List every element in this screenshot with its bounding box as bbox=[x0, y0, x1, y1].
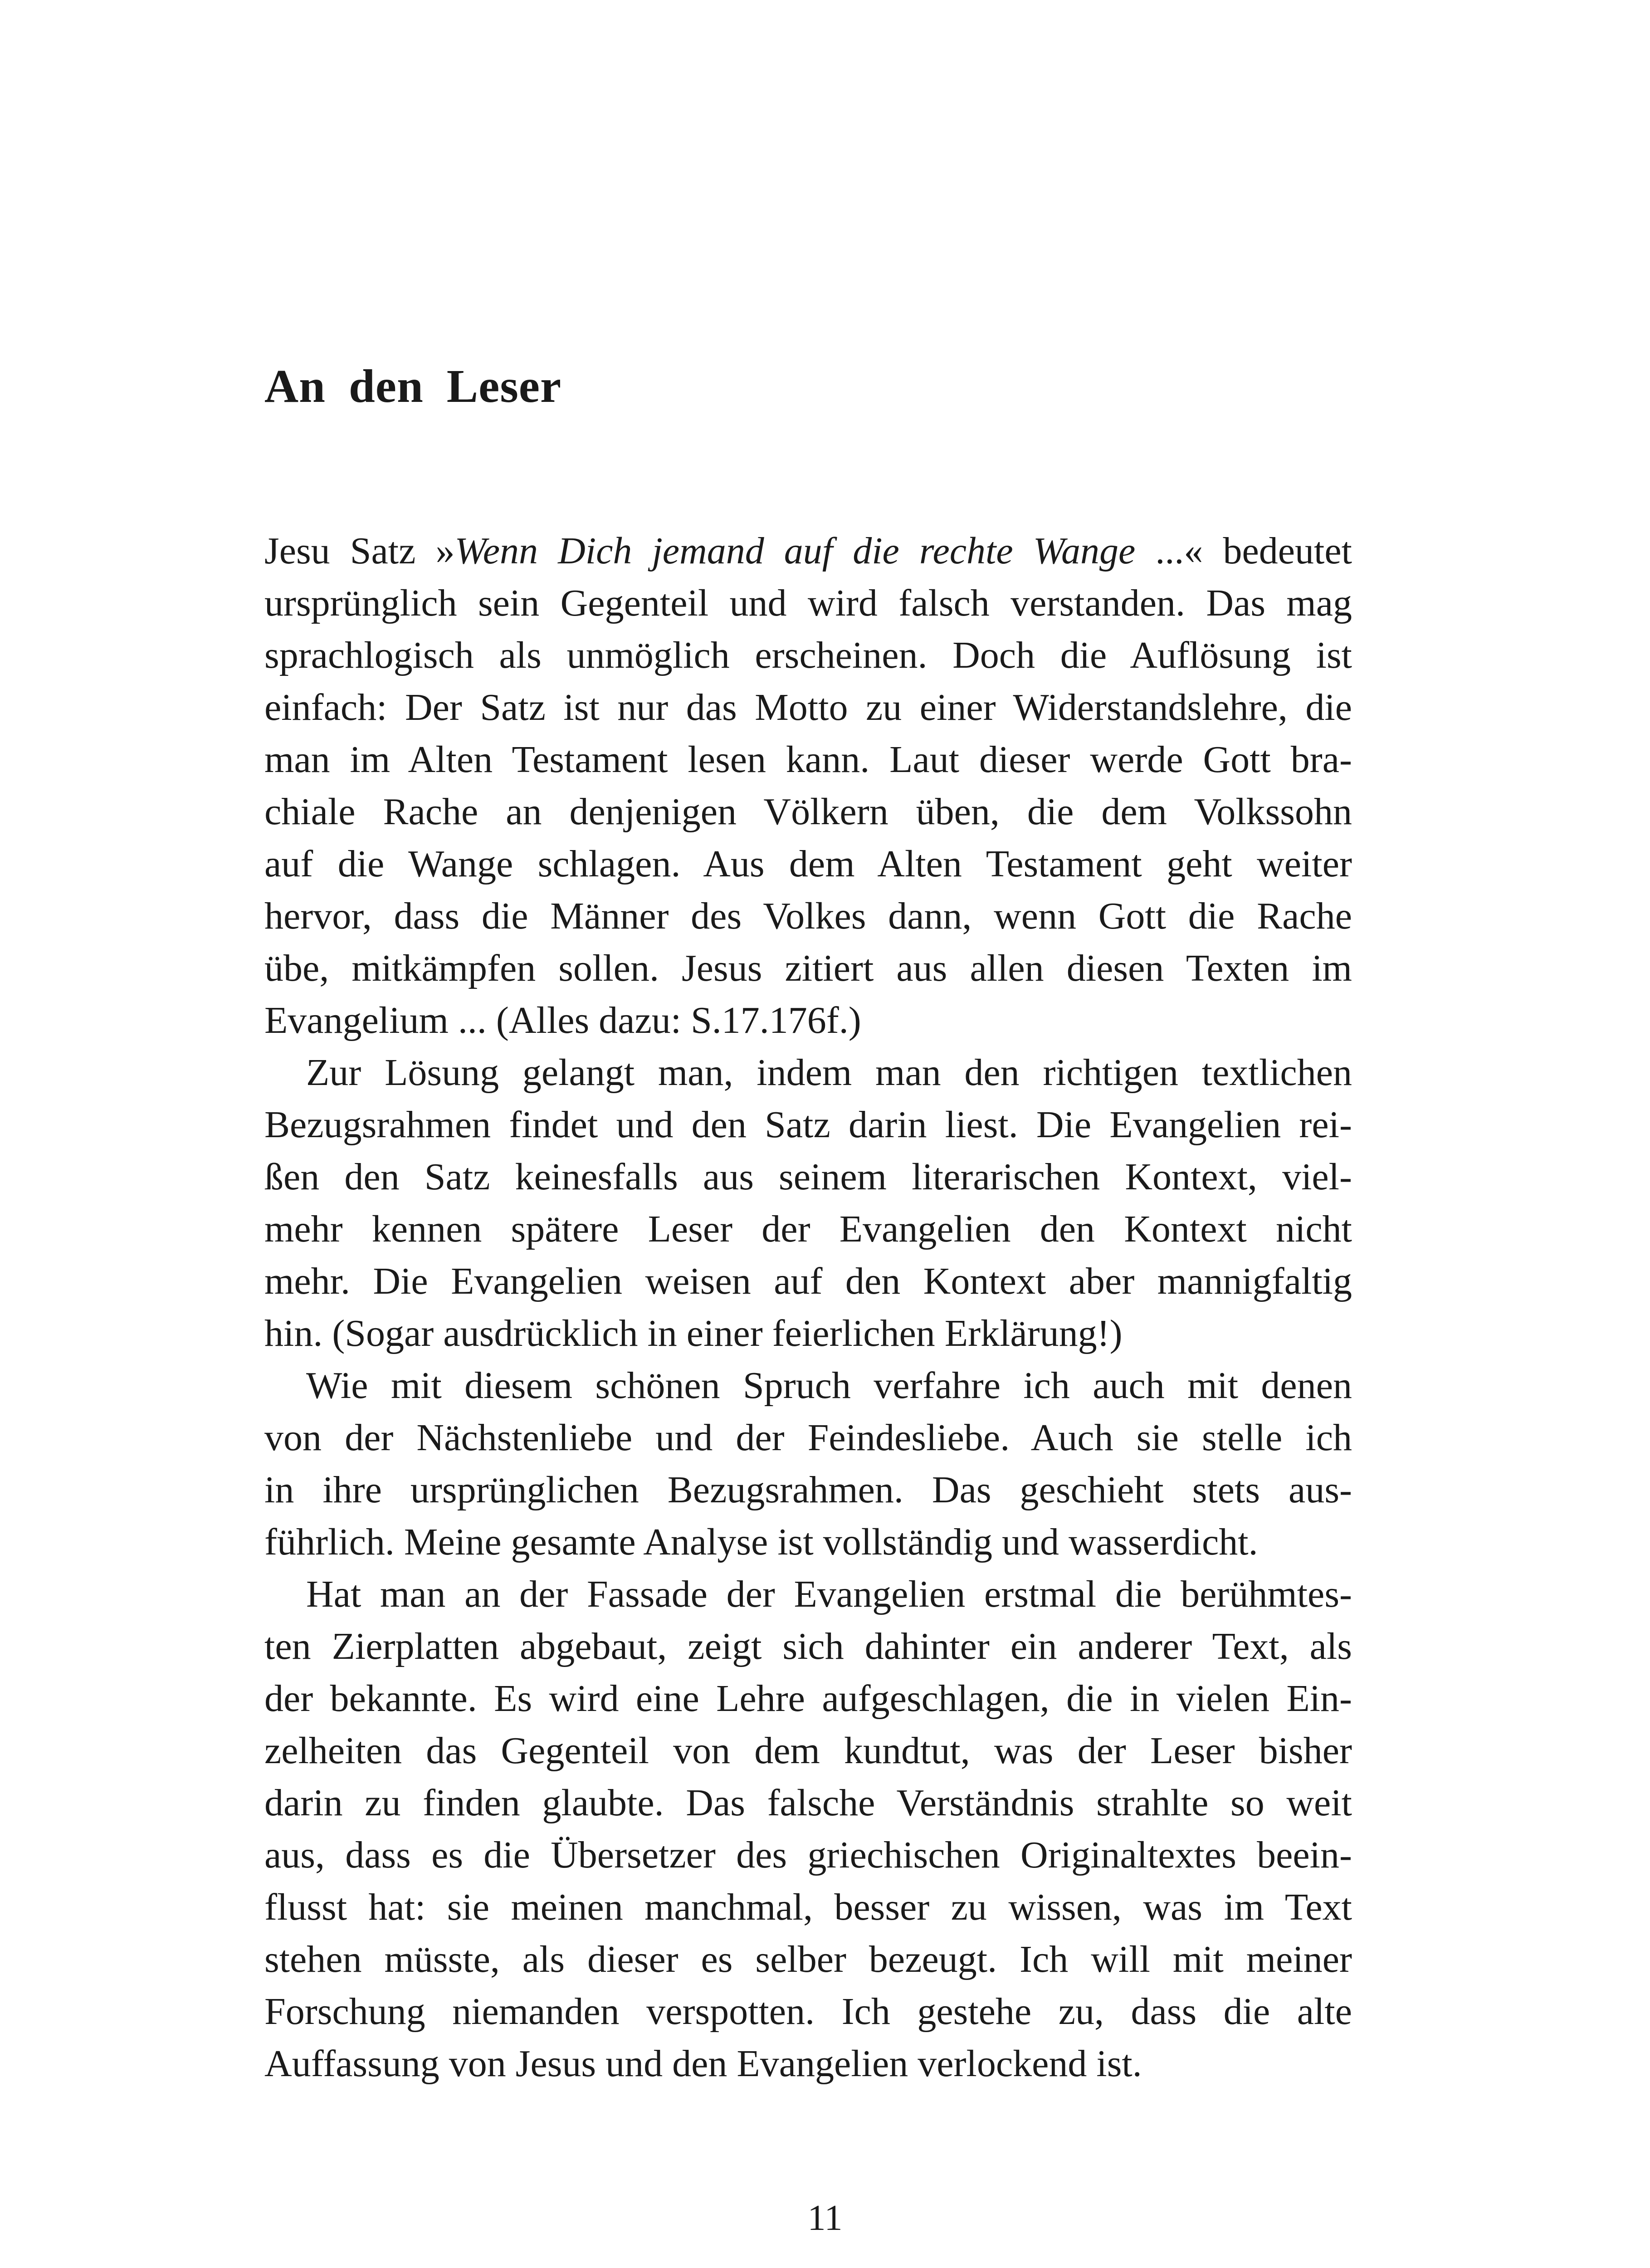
text-line: Bezugsrahmen findet und den Satz darin liest. Die Evangelien rei- bbox=[264, 1104, 1352, 1146]
paragraph bbox=[264, 1046, 1352, 1359]
text-line: Auffassung von Jesus und den Evangelien verlockend ist. bbox=[264, 2043, 1142, 2085]
text-line: sprachlogisch als unmöglich erscheinen. Doch die Auflösung ist bbox=[264, 634, 1352, 676]
body-text bbox=[264, 525, 1352, 2090]
text-line: einfach: Der Satz ist nur das Motto zu einer Widerstandslehre, die bbox=[264, 686, 1352, 728]
text-line: auf die Wange schlagen. Aus dem Alten Testament geht weiter bbox=[264, 843, 1352, 885]
text-line: mehr kennen spätere Leser der Evangelien den Kontext nicht bbox=[264, 1208, 1352, 1250]
text-line: stehen müsste, als dieser es selber bezeugt. Ich will mit meiner bbox=[264, 1938, 1352, 1980]
page-number: 11 bbox=[807, 2198, 843, 2238]
chapter-heading: An den Leser bbox=[264, 360, 562, 412]
text-line: zelheiten das Gegenteil von dem kundtut, was der Leser bisher bbox=[264, 1730, 1352, 1772]
text-line: hin. (Sogar ausdrücklich in einer feierlichen Erklärung!) bbox=[264, 1312, 1123, 1354]
text-line: führlich. Meine gesamte Analyse ist vollständig und wasserdicht. bbox=[264, 1521, 1258, 1563]
text-line: Hat man an der Fassade der Evangelien erstmal die berühmtes- bbox=[306, 1573, 1352, 1615]
text-line: darin zu finden glaubte. Das falsche Verständnis strahlte so weit bbox=[264, 1782, 1352, 1824]
text-line: ßen den Satz keinesfalls aus seinem literarischen Kontext, viel- bbox=[264, 1156, 1352, 1198]
text-line: ursprünglich sein Gegenteil und wird falsch verstanden. Das mag bbox=[264, 582, 1352, 624]
paragraph bbox=[264, 1359, 1352, 1568]
text-line: mehr. Die Evangelien weisen auf den Kontext aber mannigfaltig bbox=[264, 1260, 1352, 1302]
text-line: in ihre ursprünglichen Bezugsrahmen. Das geschieht stets aus- bbox=[264, 1469, 1352, 1511]
text-line: ten Zierplatten abgebaut, zeigt sich dahinter ein anderer Text, als bbox=[264, 1625, 1352, 1667]
text-line: hervor, dass die Männer des Volkes dann, wenn Gott die Rache bbox=[264, 895, 1352, 937]
quoted-phrase: Wenn Dich jemand auf die rechte Wange bbox=[454, 530, 1136, 572]
text-line: flusst hat: sie meinen manchmal, besser zu wissen, was im Text bbox=[264, 1886, 1352, 1928]
paragraph bbox=[264, 525, 1352, 1046]
text-line: Zur Lösung gelangt man, indem man den richtigen textlichen bbox=[306, 1051, 1352, 1094]
text-line: man im Alten Testament lesen kann. Laut dieser werde Gott bra- bbox=[264, 738, 1352, 781]
text-line: der bekannte. Es wird eine Lehre aufgeschlagen, die in vielen Ein- bbox=[264, 1677, 1352, 1720]
text-line: Forschung niemanden verspotten. Ich gestehe zu, dass die alte bbox=[264, 1990, 1352, 2033]
text-line: chiale Rache an denjenigen Völkern üben, die dem Volkssohn bbox=[264, 791, 1352, 833]
paragraph bbox=[264, 1568, 1352, 2090]
text-line: Jesu Satz »Wenn Dich jemand auf die rechte Wange ...« bedeutet bbox=[264, 530, 1352, 572]
text-line: von der Nächstenliebe und der Feindesliebe. Auch sie stelle ich bbox=[264, 1417, 1352, 1459]
text-line: Wie mit diesem schönen Spruch verfahre ich auch mit denen bbox=[306, 1364, 1352, 1407]
text-line: aus, dass es die Übersetzer des griechischen Originaltextes beein- bbox=[264, 1834, 1352, 1876]
text-line: Evangelium ... (Alles dazu: S.17.176f.) bbox=[264, 999, 861, 1041]
text-line: übe, mitkämpfen sollen. Jesus zitiert aus allen diesen Texten im bbox=[264, 947, 1352, 989]
